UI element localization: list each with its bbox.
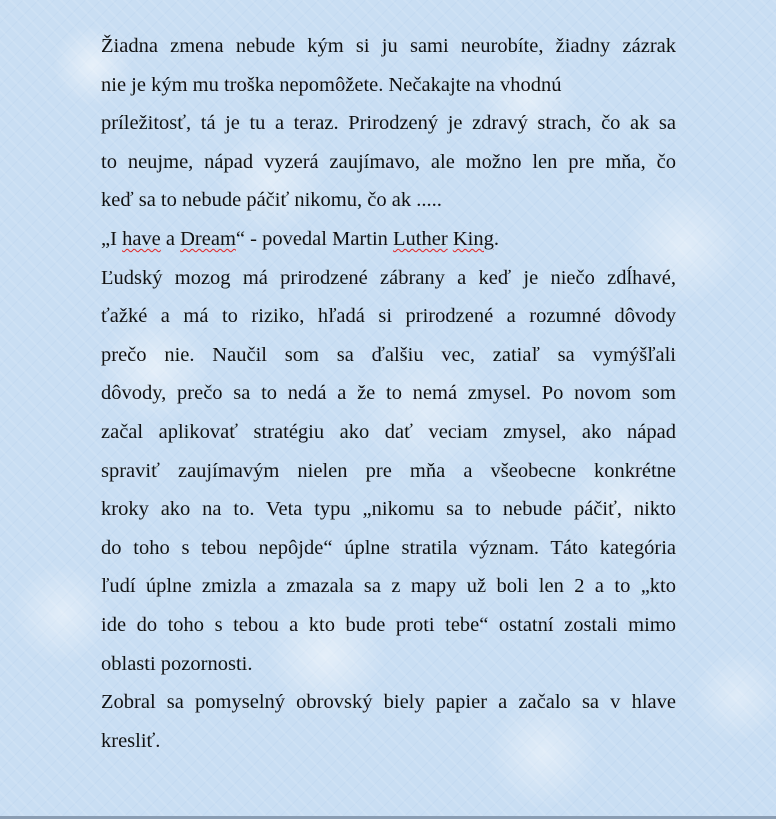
text-line: príležitosť, tá je tu a teraz. Prirodzený je zdravý strach, čo ak sa (101, 112, 676, 135)
document-body (101, 27, 676, 760)
text-line: do toho s tebou nepôjde“ úplne stratila význam. Táto kategória (101, 536, 676, 559)
quote-text: „I (101, 227, 123, 250)
quote-text: . (493, 227, 499, 250)
quote-line (101, 220, 676, 259)
text-line: keď sa to nebude páčiť nikomu, čo ak ..... (101, 189, 442, 212)
text-line: spraviť zaujímavým nielen pre mňa a všeobecne konkrétne (101, 459, 676, 482)
text-line: ľudí úplne zmizla a zmazala sa z mapy už boli len 2 a to „kto (101, 575, 676, 598)
text-line: oblasti pozornosti. (101, 652, 253, 675)
text-line: nie je kým mu troška nepomôžete. Nečakajte na vhodnú (101, 73, 562, 96)
spellcheck-word: have (122, 227, 161, 250)
text-line: začal aplikovať stratégiu ako dať veciam zmysel, ako nápad (101, 420, 676, 443)
text-line: kroky ako na to. Veta typu „nikomu sa to nebude páčiť, nikto (101, 498, 676, 521)
text-line: ťažké a má to riziko, hľadá si prirodzené a rozumné dôvody (101, 305, 676, 328)
spellcheck-word: Dream (180, 227, 236, 250)
text-line: kresliť. (101, 729, 161, 752)
text-line: dôvody, prečo sa to nedá a že to nemá zmysel. Po novom som (101, 382, 676, 405)
quote-text: a (160, 227, 181, 250)
text-line: Žiadna zmena nebude kým si ju sami neurobíte, žiadny zázrak (101, 35, 676, 57)
text-line: ide do toho s tebou a kto bude proti tebe“ ostatní zostali mimo (101, 613, 676, 636)
spellcheck-word: King (452, 227, 494, 250)
text-line: Ľudský mozog má prirodzené zábrany a keď je niečo zdĺhavé, (101, 266, 676, 289)
text-line: prečo nie. Naučil som sa ďalšiu vec, zatiaľ sa vymýšľali (101, 343, 676, 366)
text-line: Zobral sa pomyselný obrovský biely papier a začalo sa v hlave (101, 691, 676, 714)
quote-text: “ - povedal Martin (235, 227, 394, 250)
spellcheck-word: Luther (393, 227, 448, 250)
text-line: to neujme, nápad vyzerá zaujímavo, ale možno len pre mňa, čo (101, 150, 676, 173)
